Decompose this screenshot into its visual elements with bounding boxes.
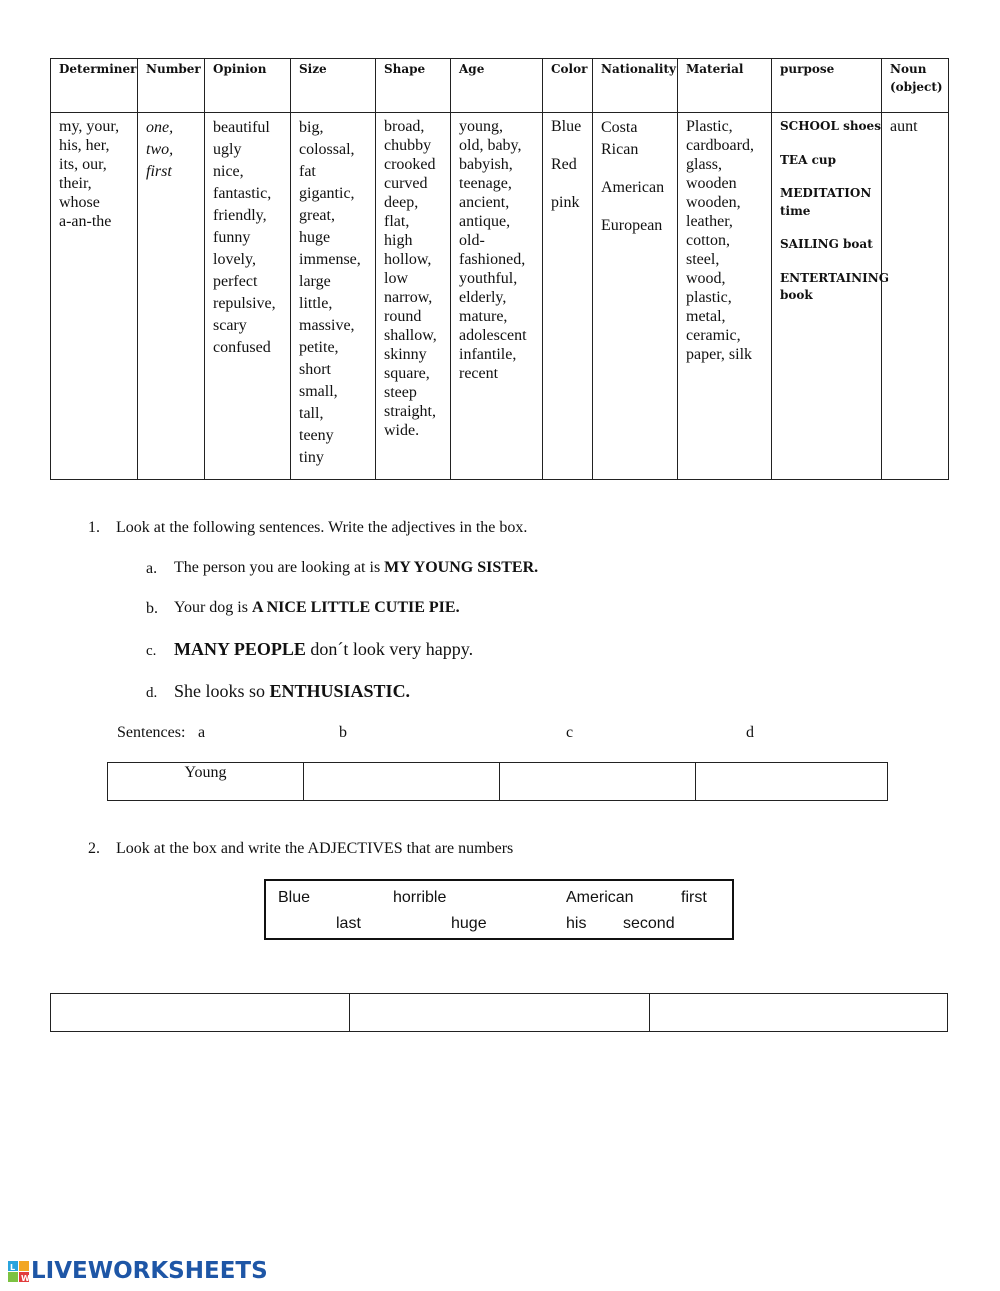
label-c: c [566,724,574,741]
shape-item: high [384,232,413,249]
material-item: cardboard, [686,137,754,154]
material-item: Plastic, [686,118,733,135]
opinion-item: nice, [213,163,244,180]
header-material: Material [678,59,772,113]
number-item: two, [146,141,174,158]
shape-item: low [384,270,408,287]
label-b: b [339,724,347,741]
size-item: teeny [299,427,334,444]
word-first: first [681,889,707,906]
table-header-row [51,59,949,113]
cell-nationality [593,113,678,480]
sentence-b-text: Your dog is [174,599,252,616]
shape-item: narrow, [384,289,433,306]
age-item: youthful, [459,270,518,287]
sentences-label: Sentences: [117,724,186,741]
number-item: one, [146,119,174,136]
shape-item: steep [384,384,417,401]
purpose-item: TEA cup [780,152,836,167]
header-number: Number [138,59,205,113]
material-item: wooden, [686,194,741,211]
cell-purpose [772,113,889,480]
header-nationality: Nationality [593,59,678,113]
nationality-item: Rican [601,141,639,158]
header-age: Age [451,59,543,113]
size-item: short [299,361,331,378]
label-a: a [198,724,206,741]
material-item: steel, [686,251,720,268]
material-item: cotton, [686,232,730,249]
cell-number [138,113,205,480]
age-item: infantile, [459,346,517,363]
age-item: young, [459,118,503,135]
material-item: metal, [686,308,726,325]
answer-b[interactable] [304,763,500,801]
header-noun: Noun (object) [882,59,949,113]
shape-item: deep, [384,194,419,211]
material-item: glass, [686,156,722,173]
age-item: old- [459,232,485,249]
material-item: plastic, [686,289,732,306]
cell-color [543,113,593,480]
label-d: d [746,724,754,741]
color-item: Blue [551,118,582,135]
cell-size [291,113,376,480]
number-item: first [146,163,172,180]
sentence-c-after: don´t look very happy. [305,639,474,659]
determiner-item: its, our, [59,156,107,173]
header-purpose: purpose [772,59,882,113]
answer-number-2[interactable] [350,994,650,1032]
color-item: pink [551,194,580,211]
sentence-d [174,681,410,702]
determiner-item: my, your, [59,118,120,135]
exercise1-instruction: Look at the following sentences. Write the adjectives in the box. [116,519,528,536]
svg-text:W: W [21,1274,30,1283]
logo-text: LIVEWORKSHEETS [31,1258,268,1284]
size-item: great, [299,207,335,224]
shape-item: square, [384,365,430,382]
size-item: small, [299,383,338,400]
age-item: antique, [459,213,511,230]
size-item: colossal, [299,141,355,158]
sentence-d-text: She looks so [174,681,270,701]
word-huge: huge [451,915,487,932]
material-item: ceramic, [686,327,741,344]
material-item: wood, [686,270,726,287]
material-item: leather, [686,213,733,230]
answer-c[interactable] [500,763,696,801]
purpose-item: MEDITATION time [780,186,872,218]
material-item: paper, silk [686,346,753,363]
size-item: tall, [299,405,324,422]
header-color: Color [543,59,593,113]
age-item: elderly, [459,289,507,306]
material-item: wooden [686,175,737,192]
shape-item: straight, [384,403,436,420]
size-item: huge [299,229,331,246]
opinion-item: scary [213,317,247,334]
shape-item: crooked [384,156,436,173]
size-item: big, [299,119,324,136]
word-last: last [336,915,361,932]
exercise2-answer-table [50,993,948,1032]
nationality-item: Costa [601,119,638,136]
color-item: Red [551,156,577,173]
sentence-c [174,639,473,660]
sentence-d-letter: d. [146,685,158,701]
cell-shape [376,113,451,480]
sentence-a-bold: MY YOUNG SISTER. [384,559,539,576]
sentence-a-letter: a. [146,560,158,577]
cell-noun [882,113,949,480]
exercise2-number: 2. [88,840,100,857]
word-his: his [566,915,587,932]
shape-item: broad, [384,118,425,135]
word-second: second [623,915,675,932]
size-item: fat [299,163,316,180]
sentence-b-letter: b. [146,600,158,617]
purpose-item: ENTERTAINING book [780,270,889,302]
determiner-item: a-an-the [59,213,112,230]
purpose-item: SCHOOL shoes [780,119,881,133]
age-item: ancient, [459,194,510,211]
header-determiner: Determiner [51,59,138,113]
opinion-item: ugly [213,141,242,158]
exercise1-number: 1. [88,519,100,536]
opinion-item: confused [213,339,271,356]
age-item: adolescent [459,327,527,344]
age-item: babyish, [459,156,513,173]
opinion-item: lovely, [213,251,256,268]
size-item: massive, [299,317,355,334]
shape-item: curved [384,175,428,192]
sentence-c-bold: MANY PEOPLE [174,639,306,659]
shape-item: hollow, [384,251,432,268]
sentence-a [174,559,538,577]
cell-determiner [51,113,138,480]
svg-text:L: L [10,1263,16,1272]
sentence-b [174,599,460,617]
answer-d[interactable] [696,763,888,801]
size-item: large [299,273,331,290]
nationality-item: American [601,179,665,196]
sentence-c-letter: c. [146,643,157,659]
age-item: teenage, [459,175,512,192]
sentence-a-text: The person you are looking at is [174,559,385,576]
header-size: Size [291,59,376,113]
opinion-item: beautiful [213,119,270,136]
exercise2-instruction: Look at the box and write the ADJECTIVES that are numbers [116,840,514,857]
word-box [264,879,734,940]
size-item: little, [299,295,333,312]
cell-opinion [205,113,291,480]
opinion-item: perfect [213,273,258,290]
header-opinion: Opinion [205,59,291,113]
logo-icon [8,1261,30,1285]
determiner-item: whose [59,194,100,211]
answer-a[interactable]: Young [108,763,304,801]
cell-material [678,113,772,480]
adjective-order-table [50,58,949,480]
shape-item: wide. [384,422,420,439]
age-item: fashioned, [459,251,526,268]
shape-item: skinny [384,346,427,363]
size-item: tiny [299,449,324,466]
answer-number-3[interactable] [650,994,948,1032]
opinion-item: funny [213,229,251,246]
noun-item: aunt [890,118,918,135]
opinion-item: repulsive, [213,295,276,312]
opinion-item: friendly, [213,207,267,224]
size-item: immense, [299,251,361,268]
shape-item: chubby [384,137,432,154]
determiner-item: his, her, [59,137,110,154]
cell-age [451,113,543,480]
shape-item: shallow, [384,327,437,344]
age-item: old, baby, [459,137,522,154]
exercise1-answer-table [107,762,888,801]
word-blue: Blue [278,889,311,906]
size-item: petite, [299,339,339,356]
header-shape: Shape [376,59,451,113]
sentence-d-bold: ENTHUSIASTIC. [269,681,411,701]
purpose-item: SAILING boat [780,237,873,251]
word-horrible: horrible [393,889,447,906]
age-item: recent [459,365,499,382]
answer-number-1[interactable] [51,994,350,1032]
shape-item: flat, [384,213,410,230]
size-item: gigantic, [299,185,355,202]
word-american: American [566,889,634,906]
nationality-item: European [601,217,663,234]
age-item: mature, [459,308,508,325]
shape-item: round [384,308,422,325]
sentence-b-bold: A NICE LITTLE CUTIE PIE. [251,599,460,616]
opinion-item: fantastic, [213,185,272,202]
table-body-row [51,113,949,480]
determiner-item: their, [59,175,92,192]
